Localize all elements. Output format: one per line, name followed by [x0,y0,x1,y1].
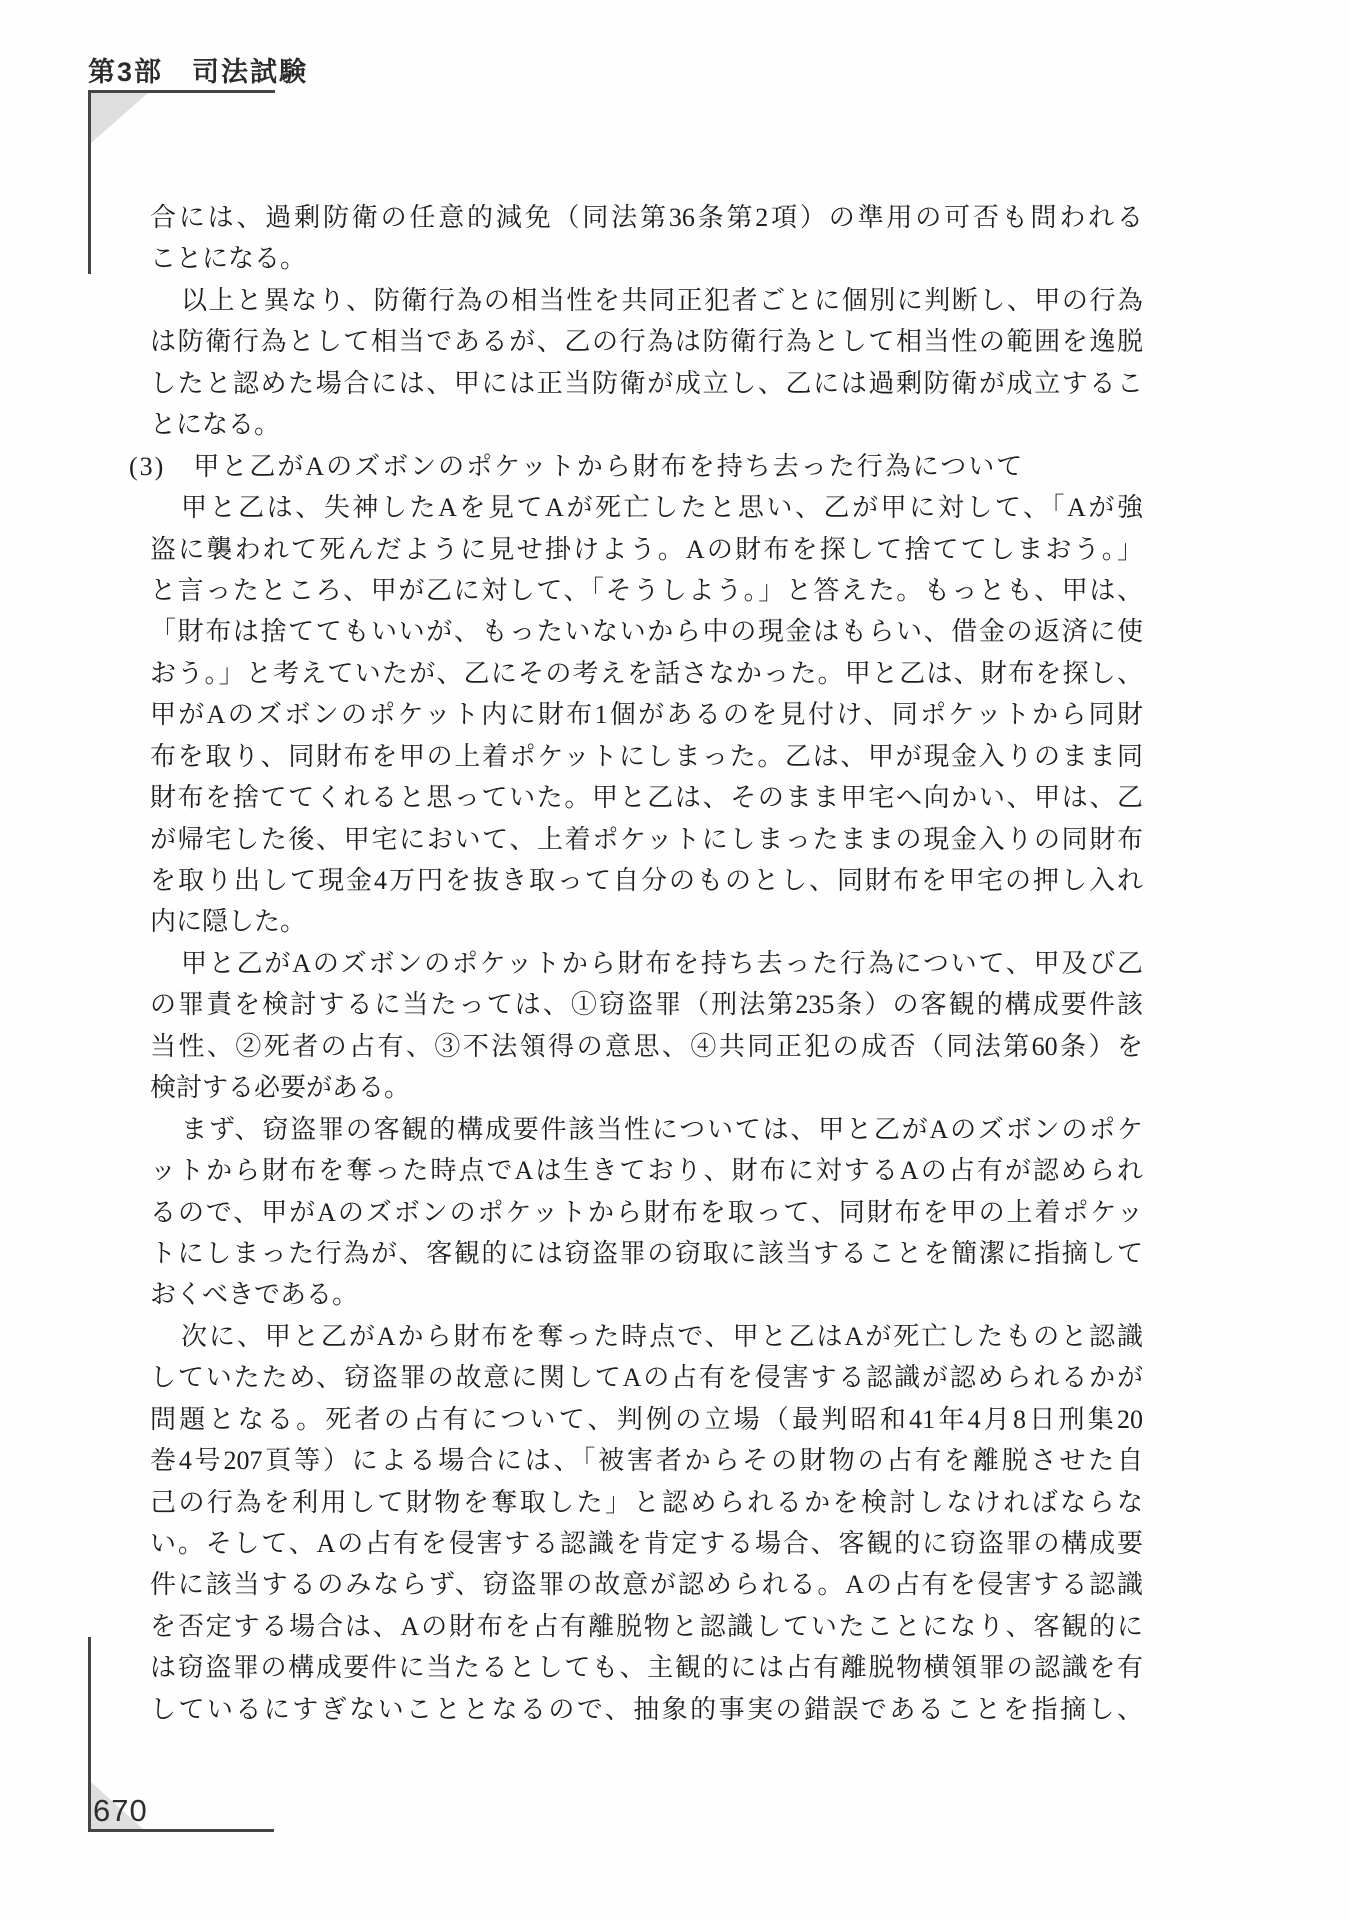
text-line: おくべきである。 [150,1280,359,1310]
text-line: 合には、過剰防衛の任意的減免（同法第36条第2項）の準用の可否も問われる [150,203,1143,232]
text-line: おう。」と考えていたが、乙にその考えを話さなかった。甲と乙は、財布を探し、 [150,658,1143,688]
section-heading: (3) 甲と乙がAのズボンのポケットから財布を持ち去った行為について [129,451,1025,481]
text-line: 以上と異なり、防衛行為の相当性を共同正犯者ごとに個別に判断し、甲の行為 [181,285,1143,315]
text-line: 己の行為を利用して財物を奪取した」と認められるかを検討しなければならな [150,1487,1143,1517]
corner-triangle-top [91,93,148,143]
text-line: 検討する必要がある。 [150,1073,411,1103]
text-line: が帰宅した後、甲宅において、上着ポケットにしまったままの現金入りの同財布 [150,824,1143,854]
text-line: は窃盗罪の構成要件に当たるとしても、主観的には占有離脱物横領罪の認識を有 [150,1653,1143,1683]
text-line: 財布を捨ててくれると思っていた。甲と乙は、そのまま甲宅へ向かい、甲は、乙 [150,783,1143,813]
page-number: 670 [93,1793,148,1828]
footer-rule [88,1829,274,1832]
text-line: まず、窃盗罪の客観的構成要件該当性については、甲と乙がAのズボンのポケ [181,1114,1143,1144]
text-line: 甲と乙は、失神したAを見てAが死亡したと思い、乙が甲に対して、「Aが強 [181,493,1143,523]
text-line: を取り出して現金4万円を抜き取って自分のものとし、同財布を甲宅の押し入れ [150,866,1143,895]
text-line: 甲がAのズボンのポケット内に財布1個があるのを見付け、同ポケットから同財 [150,700,1143,730]
text-line: トにしまった行為が、客観的には窃盗罪の窃取に該当することを簡潔に指摘して [150,1238,1143,1268]
text-line: い。そして、Aの占有を侵害する認識を肯定する場合、客観的に窃盗罪の構成要 [150,1529,1143,1558]
text-line: しているにすぎないこととなるので、抽象的事実の錯誤であることを指摘し、 [150,1694,1143,1724]
text-line: 布を取り、同財布を甲の上着ポケットにしまった。乙は、甲が現金入りのまま同 [150,741,1143,771]
body-text [129,197,1143,1730]
text-line: とになる。 [150,410,281,440]
text-line: 件に該当するのみならず、窃盗罪の故意が認められる。Aの占有を侵害する認識 [150,1570,1143,1600]
text-line: 巻4号207頁等）による場合には、「被害者からその財物の占有を離脱させた自 [150,1446,1143,1476]
text-line: 盗に襲われて死んだように見せ掛けよう。Aの財布を探して捨ててしまおう。」 [150,534,1143,564]
page-header: 第3部 司法試験 [88,57,309,87]
text-line: したと認めた場合には、甲には正当防衛が成立し、乙には過剰防衛が成立するこ [150,368,1143,398]
text-line: の罪責を検討するに当たっては、①窃盗罪（刑法第235条）の客観的構成要件該 [150,990,1143,1020]
text-line: と言ったところ、甲が乙に対して、「そうしよう。」と答えた。もっとも、甲は、 [150,575,1143,605]
text-line: るので、甲がAのズボンのポケットから財布を取って、同財布を甲の上着ポケッ [150,1197,1143,1227]
text-line: 問題となる。死者の占有について、判例の立場（最判昭和41年4月8日刑集20 [150,1404,1143,1434]
text-line: は防衛行為として相当であるが、乙の行為は防衛行為として相当性の範囲を逸脱 [150,327,1143,357]
text-line: 次に、甲と乙がAから財布を奪った時点で、甲と乙はAが死亡したものと認識 [181,1321,1143,1351]
text-line: 甲と乙がAのズボンのポケットから財布を持ち去った行為について、甲及び乙 [181,948,1143,978]
text-line: 「財布は捨ててもいいが、もったいないから中の現金はもらい、借金の返済に使 [150,617,1143,647]
text-line: 当性、②死者の占有、③不法領得の意思、④共同正犯の成否（同法第60条）を [150,1031,1143,1061]
text-line: を否定する場合は、Aの財布を占有離脱物と認識していたことになり、客観的に [150,1611,1143,1641]
text-line: 内に隠した。 [150,907,307,937]
text-line: していたため、窃盗罪の故意に関してAの占有を侵害する認識が認められるかが [150,1363,1143,1393]
text-line: ットから財布を奪った時点でAは生きており、財布に対するAの占有が認められ [150,1156,1143,1186]
text-line: ことになる。 [150,244,307,274]
